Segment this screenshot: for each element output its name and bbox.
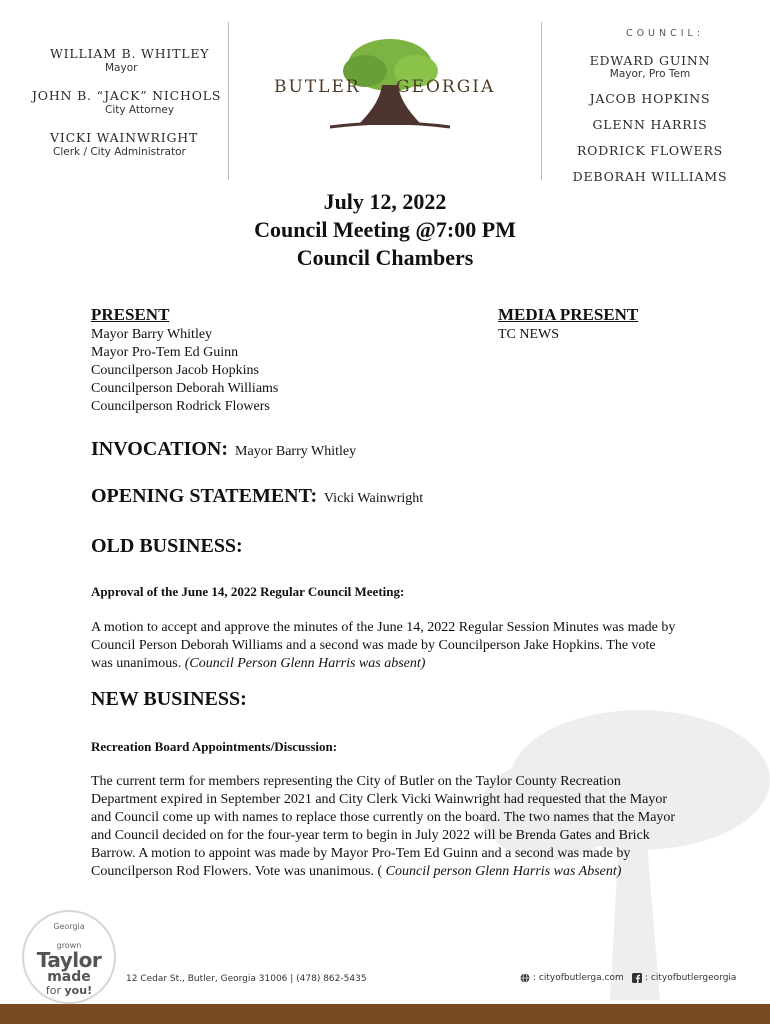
- council-member: JACOB HOPKINS: [589, 91, 711, 106]
- new-business-paragraph: [91, 773, 681, 881]
- footer-bar: [0, 1004, 770, 1024]
- badge-line: Georgia: [53, 922, 85, 931]
- badge-for: for: [45, 984, 62, 997]
- media-item: TC NEWS: [498, 327, 560, 342]
- opening-line: OPENING STATEMENT: Vicki Wainwright: [91, 485, 424, 507]
- new-business-note: Council person Glenn Harris was Absent): [385, 864, 622, 879]
- present-member: Mayor Pro-Tem Ed Guinn: [91, 345, 239, 360]
- meeting-title: [0, 188, 770, 272]
- meeting-time: Council Meeting @7:00 PM: [254, 217, 516, 242]
- logo-butler-text: BUTLER: [274, 77, 361, 97]
- council-list: [570, 28, 730, 195]
- taylor-made-badge: [22, 910, 116, 1004]
- opening-label: OPENING STATEMENT: [91, 485, 311, 507]
- present-member: Councilperson Deborah Williams: [91, 381, 279, 396]
- globe-icon: [520, 973, 530, 983]
- divider-right: [541, 22, 542, 180]
- old-business-subtitle: Approval of the June 14, 2022 Regular Council Meeting:: [91, 584, 405, 599]
- new-business-heading: [91, 690, 691, 711]
- official-title: Clerk / City Administrator: [53, 146, 186, 158]
- footer-facebook[interactable]: [632, 973, 736, 983]
- council-member: DEBORAH WILLIAMS: [572, 169, 728, 184]
- old-business-heading: [91, 537, 691, 558]
- new-business-title: NEW BUSINESS:: [91, 688, 247, 710]
- badge-you: you!: [64, 984, 93, 997]
- present-section: [91, 306, 278, 416]
- council-member: EDWARD GUINN: [589, 53, 711, 68]
- present-member: Mayor Barry Whitley: [91, 327, 213, 342]
- invocation-line: INVOCATION: Mayor Barry Whitley: [91, 438, 357, 460]
- present-member: Councilperson Jacob Hopkins: [91, 363, 259, 378]
- official-title: City Attorney: [105, 104, 175, 116]
- old-business-paragraph: [91, 619, 676, 673]
- present-member: Councilperson Rodrick Flowers: [91, 399, 270, 414]
- logo-georgia-text: GEORGIA: [396, 77, 496, 97]
- official-name: WILLIAM B. WHITLEY: [50, 46, 210, 61]
- invocation-label: INVOCATION: [91, 438, 222, 460]
- badge-taylor: Taylor: [36, 948, 102, 972]
- badge-line: grown: [56, 941, 82, 950]
- new-business-subheading: [91, 738, 691, 757]
- footer-website[interactable]: [520, 973, 624, 983]
- new-business-text: The current term for members representing the City of Butler on the Taylor County Recreation Department expired in September 2021 and City Clerk Vicki Wainwright had requested that the Mayor and Council come up with names to replace those currently on the board. The two names that the Mayor and Council decided on for the four-year term to begin in July 2022 will be Brenda Gates and Brick Barrow. A motion to appoint was made by Mayor Pro-Tem Ed Guinn and a second was made by Councilperson Rod Flowers. Vote was unanimous. (: [91, 774, 676, 879]
- butler-georgia-logo: [270, 35, 500, 135]
- official-title: Mayor: [105, 62, 138, 74]
- council-member: RODRICK FLOWERS: [576, 143, 724, 158]
- old-business-title: OLD BUSINESS:: [91, 535, 243, 557]
- meeting-location: Council Chambers: [296, 245, 474, 270]
- present-heading: PRESENT: [91, 305, 170, 324]
- media-heading: MEDIA PRESENT: [498, 305, 639, 324]
- meeting-date: July 12, 2022: [323, 189, 447, 214]
- badge-made: made: [47, 969, 91, 985]
- invocation-value: Mayor Barry Whitley: [235, 444, 357, 459]
- footer-address: 12 Cedar St., Butler, Georgia 31006 | (478) 862-5435: [126, 974, 367, 984]
- council-member: GLENN HARRIS: [592, 117, 708, 132]
- new-business-subtitle: Recreation Board Appointments/Discussion:: [91, 739, 338, 754]
- old-business-subheading: [91, 583, 691, 602]
- opening-value: Vicki Wainwright: [323, 491, 424, 506]
- official-name: JOHN B. “JACK” NICHOLS: [32, 88, 222, 103]
- facebook-icon: [632, 973, 642, 983]
- council-label: COUNCIL:: [625, 28, 705, 39]
- media-section: [498, 306, 638, 344]
- divider-left: [228, 22, 229, 180]
- old-business-note: (Council Person Glenn Harris was absent): [184, 656, 426, 671]
- facebook-text[interactable]: : cityofbutlergeorgia: [645, 973, 737, 983]
- old-business-text: A motion to accept and approve the minutes of the June 14, 2022 Regular Session Minutes was made by Council Person Deborah Williams and a second was made by Councilperson Jake Hopkins. The vote was unanimous.: [91, 620, 676, 671]
- website-text[interactable]: : cityofbutlerga.com: [533, 973, 624, 983]
- council-member-title: Mayor, Pro Tem: [609, 68, 691, 80]
- officials-list: [32, 46, 240, 172]
- official-name: VICKI WAINWRIGHT: [50, 130, 199, 145]
